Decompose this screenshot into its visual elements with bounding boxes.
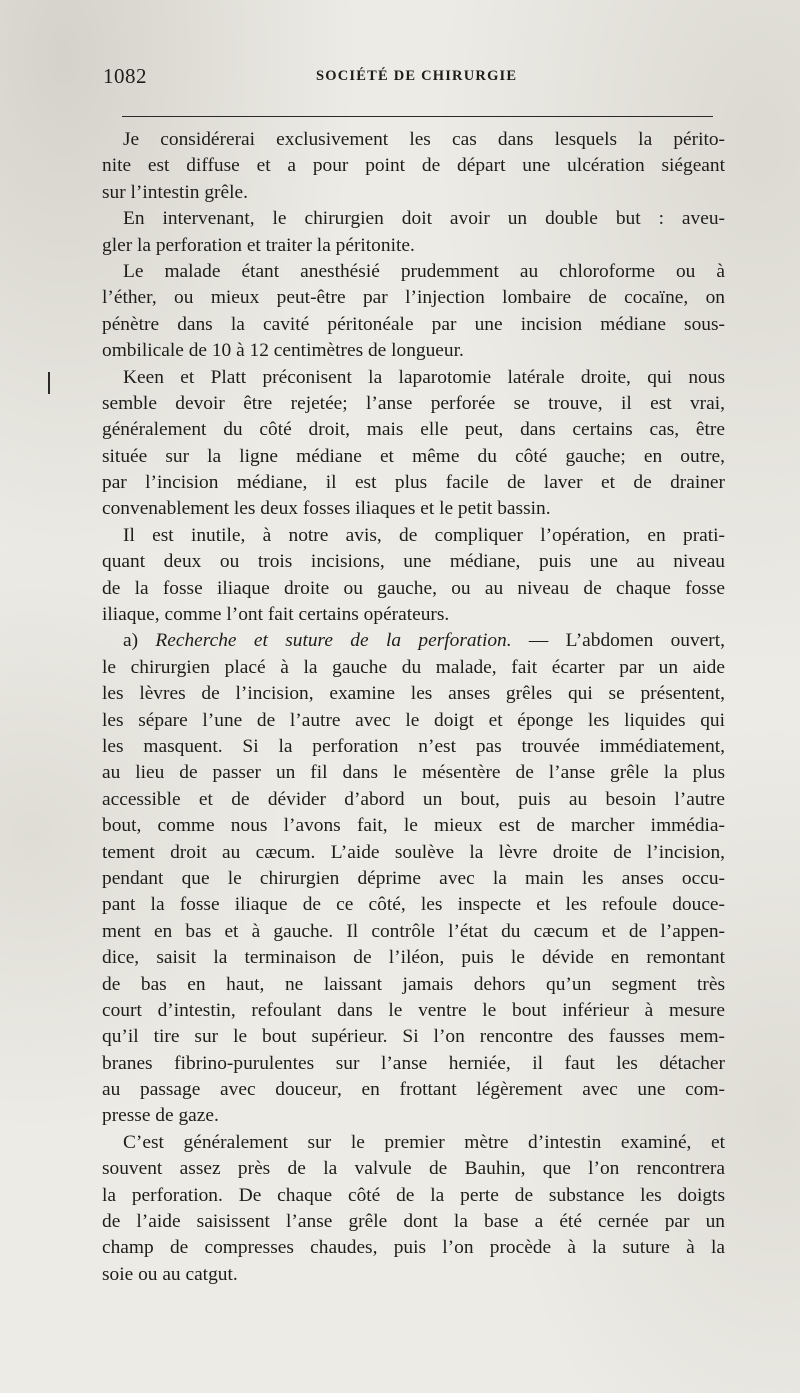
section-heading-line [102,628,725,654]
text-line: par l’incision médiane, il est plus facile de laver et de drainer [102,472,725,494]
paragraph [102,628,725,1129]
text-line: nite est diffuse et a pour point de départ une ulcération siégeant [102,155,725,177]
section-prefix: a) [123,630,156,652]
text-line: de bas en haut, ne laissant jamais dehors qu’un segment très [102,973,725,995]
text-line: soie ou au catgut. [102,1263,238,1285]
page-header [103,64,723,94]
text-line: iliaque, comme l’ont fait certains opérateurs. [102,604,450,626]
page-number: 1082 [103,64,147,88]
text-line: située sur la ligne médiane et même du côté gauche; en outre, [102,445,725,467]
text-line: de la fosse iliaque droite ou gauche, ou au niveau de chaque fosse [102,577,725,599]
margin-mark [48,372,50,394]
text-line: bout, comme nous l’avons fait, le mieux est de marcher immédia- [102,815,725,837]
text-line: Je considérerai exclusivement les cas dans lesquels la périto- [123,129,725,150]
text-line: Le malade étant anesthésié prudemment au chloroforme ou à [123,260,725,282]
text-line: gler la perforation et traiter la péritonite. [102,234,415,256]
text-line: presse de gaze. [102,1105,219,1127]
text-line: ment en bas et à gauche. Il contrôle l’état du cæcum et de l’appen- [102,920,725,942]
text-line: au lieu de passer un fil dans le mésentère de l’anse grêle la plus [102,762,725,784]
paragraph [102,127,725,206]
text-line: l’éther, ou mieux peut-être par l’injection lombaire de cocaïne, on [102,287,725,309]
text-line: pant la fosse iliaque de ce côté, les inspecte et les refoule douce- [102,894,725,916]
text-line: les masquent. Si la perforation n’est pas trouvée immédiatement, [102,735,725,757]
text-line: pénètre dans la cavité péritonéale par une incision médiane sous- [102,313,725,335]
text-line: champ de compresses chaudes, puis l’on procède à la suture à la [102,1237,725,1259]
paragraph [102,206,725,259]
text-line: convenablement les deux fosses iliaques et le petit bassin. [102,498,551,520]
paragraph [102,1130,725,1288]
text-line: dice, saisit la terminaison de l’iléon, puis le dévide en remontant [102,947,725,969]
text-line: En intervenant, le chirurgien doit avoir un double but : aveu- [123,208,725,230]
text-line: accessible et de dévider d’abord un bout, puis au besoin l’autre [102,788,725,810]
text-line: le chirurgien placé à la gauche du malade, fait écarter par un aide [102,656,725,678]
text-line: tement droit au cæcum. L’aide soulève la lèvre droite de l’incision, [102,841,725,863]
text-line: C’est généralement sur le premier mètre d’intestin examiné, et [123,1131,725,1153]
text-line: pendant que le chirurgien déprime avec la main les anses occu- [102,867,725,889]
text-line: la perforation. De chaque côté de la perte de substance les doigts [102,1184,725,1206]
text-line: Keen et Platt préconisent la laparotomie latérale droite, qui nous [123,366,725,388]
running-head: SOCIÉTÉ DE CHIRURGIE [316,68,518,84]
paragraph [102,365,725,523]
text-line: quant deux ou trois incisions, une médiane, puis une au niveau [102,551,725,573]
text-line: qu’il tire sur le bout supérieur. Si l’on rencontre des fausses mem- [102,1026,725,1048]
text-line: branes fibrino-purulentes sur l’anse herniée, il faut les détacher [102,1052,725,1074]
text-line: Il est inutile, à notre avis, de compliquer l’opération, en prati- [123,524,725,546]
text-line: court d’intestin, refoulant dans le ventre le bout inférieur à mesure [102,999,725,1021]
text-line: semble devoir être rejetée; l’anse perforée se trouve, il est vrai, [102,392,725,414]
text-line: de l’aide saisissent l’anse grêle dont la base a été cernée par un [102,1211,725,1233]
header-rule [122,116,713,117]
section-heading-rest: — L’abdomen ouvert, [511,630,725,652]
text-line: souvent assez près de la valvule de Bauhin, que l’on rencontrera [102,1158,725,1180]
text-line: généralement du côté droit, mais elle peut, dans certains cas, être [102,419,725,441]
paragraph [102,259,725,365]
text-line: ombilicale de 10 à 12 centimètres de longueur. [102,340,464,362]
text-line: sur l’intestin grêle. [102,181,248,203]
paragraph [102,523,725,629]
text-line: les sépare l’une de l’autre avec le doigt et éponge les liquides qui [102,709,725,731]
text-line: au passage avec douceur, en frottant légèrement avec une com- [102,1079,725,1101]
text-line: les lèvres de l’incision, examine les anses grêles qui se présentent, [102,683,725,705]
body-text [102,127,725,1288]
section-title: Recherche et suture de la perforation. [155,630,512,652]
